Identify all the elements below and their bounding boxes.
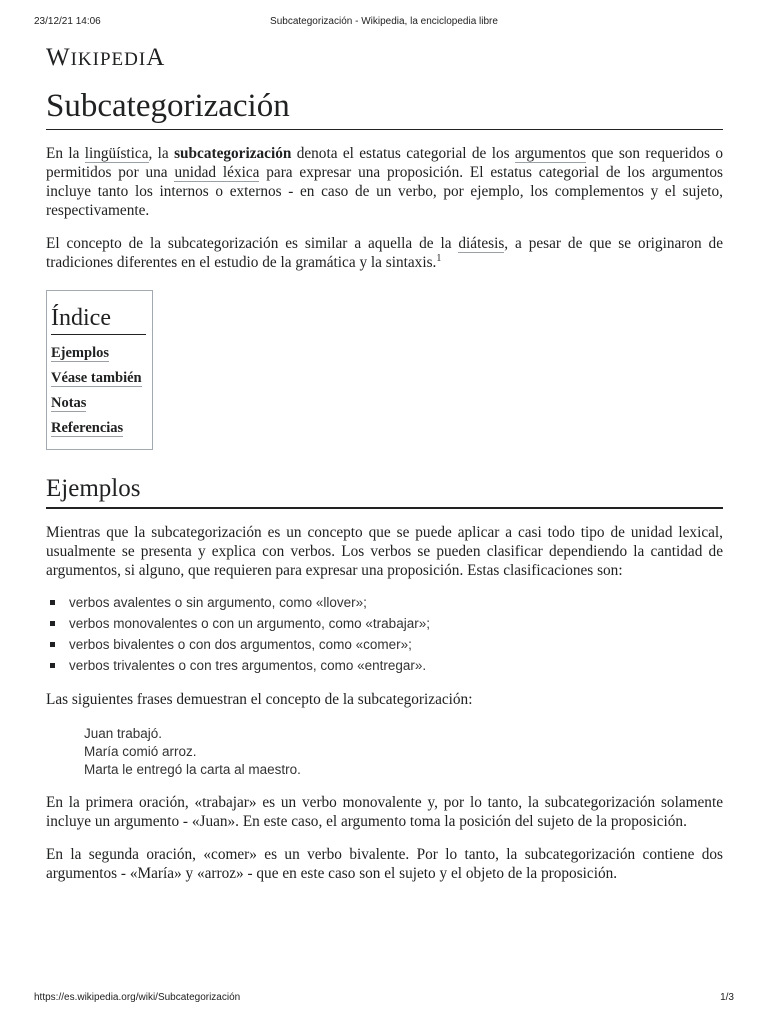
example-sentence: Marta le entregó la carta al maestro.	[84, 762, 301, 777]
toc-item-label[interactable]: Ejemplos	[51, 345, 109, 361]
print-datetime: 23/12/21 14:06	[34, 16, 101, 27]
list-item-text: verbos avalentes o sin argumento, como «llover»;	[69, 595, 367, 610]
example-sentence: María comió arroz.	[84, 744, 197, 759]
list-item	[46, 592, 723, 613]
toc-item-notas[interactable]	[51, 391, 146, 416]
list-item	[46, 613, 723, 634]
wordmark-letter-w: W	[46, 44, 71, 71]
link-diatesis[interactable]: diátesis	[458, 235, 505, 252]
toc-item-vease-tambien[interactable]	[51, 366, 146, 391]
wordmark-letters: IKIPEDI	[70, 49, 147, 70]
bullet-icon	[50, 663, 55, 668]
print-footer	[0, 992, 768, 1008]
bullet-icon	[50, 642, 55, 647]
list-item-text: verbos bivalentes o con dos argumentos, como «comer»;	[69, 637, 412, 652]
print-page-title: Subcategorización - Wikipedia, la enciclopedia libre	[270, 16, 498, 27]
article-content	[46, 40, 723, 883]
bullet-icon	[50, 600, 55, 605]
toc-item-referencias[interactable]	[51, 416, 146, 441]
list-item	[46, 634, 723, 655]
example-sentence: Juan trabajó.	[84, 726, 163, 741]
toc-item-label[interactable]: Notas	[51, 395, 87, 411]
bold-term: subcategorización	[174, 145, 292, 162]
toc-item-ejemplos[interactable]	[51, 341, 146, 366]
text: que son requeridos o permitidos por una	[46, 145, 724, 181]
print-header	[0, 16, 768, 32]
ejemplos-paragraph-4: En la segunda oración, «comer» es un verbo bivalente. Por lo tanto, la subcategorización contiene dos argumentos - «María» y «arroz» - que en este caso son el sujeto y el objeto de la proposición.	[46, 846, 723, 882]
bullet-icon	[50, 621, 55, 626]
text: , la	[148, 145, 175, 162]
verb-class-list	[46, 592, 723, 676]
print-page-number: 1/3	[720, 992, 734, 1003]
link-argumentos[interactable]: argumentos	[514, 145, 587, 162]
toc-title: Índice	[51, 303, 146, 335]
wikipedia-wordmark[interactable]	[46, 44, 723, 72]
list-item-text: verbos monovalentes o con un argumento, como «trabajar»;	[69, 616, 430, 631]
ejemplos-paragraph-3: En la primera oración, «trabajar» es un verbo monovalente y, por lo tanto, la subcategorización solamente incluye un argumento - «Juan». En este caso, el argumento toma la posición del sujeto de la proposición.	[46, 794, 723, 830]
list-item	[46, 655, 723, 676]
text: En la	[46, 145, 85, 162]
wordmark-letter-a: A	[146, 44, 166, 71]
table-of-contents	[46, 290, 153, 450]
text: , a pesar de que se originaron de tradiciones diferentes en el estudio de la gramática y la sintaxis.	[46, 235, 723, 271]
section-heading-ejemplos: Ejemplos	[46, 474, 723, 509]
example-sentences	[84, 725, 723, 779]
toc-list	[51, 341, 146, 441]
text: para expresar una proposición. El estatus categorial de los argumentos incluye tanto los internos o externos - en caso de un verbo, por ejemplo, los complementos y el sujeto, respectivamente.	[46, 164, 723, 219]
reference-link[interactable]: 1	[436, 252, 442, 264]
list-item-text: verbos trivalentes o con tres argumentos, como «entregar».	[69, 658, 427, 673]
print-url: https://es.wikipedia.org/wiki/Subcategorización	[34, 992, 241, 1003]
text: El concepto de la subcategorización es similar a aquella de la	[46, 235, 459, 252]
ejemplos-paragraph-2: Las siguientes frases demuestran el concepto de la subcategorización:	[46, 691, 473, 708]
text: denota el estatus categorial de los	[291, 145, 515, 162]
toc-item-label[interactable]: Véase también	[51, 370, 142, 386]
ejemplos-paragraph-1: Mientras que la subcategorización es un concepto que se puede aplicar a casi todo tipo de unidad lexical, usualmente se presenta y explica con verbos. Los verbos se pueden clasificar dependiendo la cantidad de argumentos, si alguno, que requieren para expresar una proposición. Estas clasificaciones son:	[46, 524, 723, 579]
link-linguistica[interactable]: lingüística	[84, 145, 149, 162]
link-unidad-lexica[interactable]: unidad léxica	[174, 164, 260, 181]
intro-paragraph-2	[46, 234, 723, 272]
page-title: Subcategorización	[46, 86, 723, 130]
intro-paragraph-1	[46, 144, 723, 220]
toc-item-label[interactable]: Referencias	[51, 420, 124, 436]
